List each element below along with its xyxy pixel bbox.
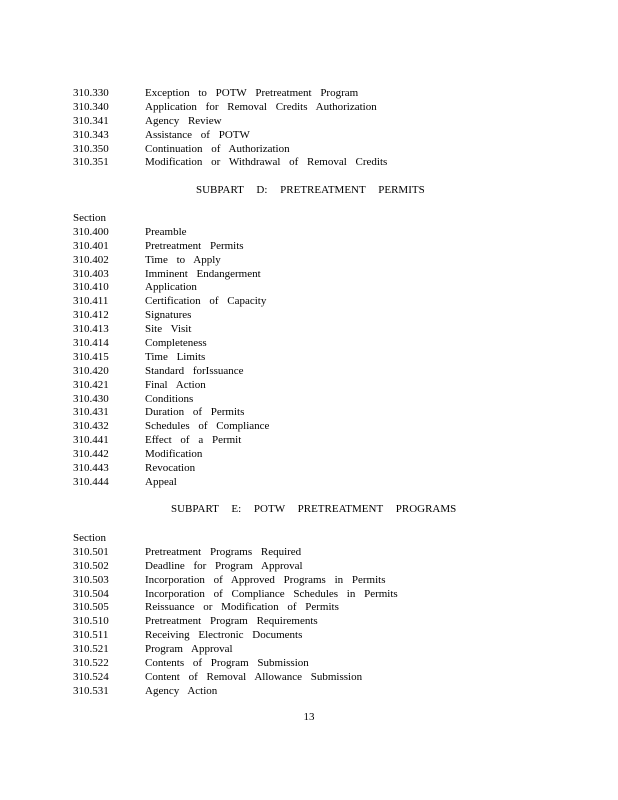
- toc-entry: [73, 337, 573, 351]
- section-number: 310.421: [73, 378, 109, 391]
- toc-entry: [73, 560, 573, 574]
- section-title: Standard forIssuance: [145, 364, 244, 377]
- section-number: 310.420: [73, 364, 109, 377]
- toc-entry: [73, 448, 573, 462]
- section-number: 310.430: [73, 392, 109, 405]
- section-title: Modification or Withdrawal of Removal Credits: [145, 156, 388, 169]
- section-title: Incorporation of Compliance Schedules in Permits: [145, 587, 398, 600]
- section-number: 310.502: [73, 559, 109, 572]
- section-title: Duration of Permits: [145, 406, 245, 419]
- toc-entry: [73, 295, 573, 309]
- section-title: Receiving Electronic Documents: [145, 629, 303, 642]
- section-title: Application: [145, 281, 197, 294]
- toc-entry: [73, 156, 573, 170]
- section-title: Time Limits: [145, 350, 206, 363]
- section-number: 310.401: [73, 239, 109, 252]
- subpart-e-heading: SUBPART E: POTW PRETREATMENT PROGRAMS: [171, 503, 457, 515]
- section-number: 310.351: [73, 156, 109, 169]
- section-title: Certification of Capacity: [145, 295, 267, 308]
- section-number: 310.412: [73, 309, 109, 322]
- section-title: Modification: [145, 448, 203, 461]
- toc-entry: [73, 434, 573, 448]
- toc-entry: [73, 365, 573, 379]
- section-number: 310.510: [73, 615, 109, 628]
- section-title: Incorporation of Approved Programs in Permits: [145, 573, 386, 586]
- section-title: Pretreatment Programs Required: [145, 545, 302, 558]
- subpart-e-list: [73, 532, 573, 699]
- section-title: Schedules of Compliance: [145, 420, 270, 433]
- subpart-d-list: [73, 212, 573, 490]
- section-title: Conditions: [145, 392, 194, 405]
- section-number: 310.524: [73, 670, 109, 683]
- toc-entry: [73, 406, 573, 420]
- section-title: Appeal: [145, 475, 177, 488]
- section-number: 310.410: [73, 281, 109, 294]
- section-title: Effect of a Permit: [145, 434, 242, 447]
- toc-entry: [73, 351, 573, 365]
- section-title: Program Approval: [145, 643, 233, 656]
- toc-entry: [73, 226, 573, 240]
- section-number: 310.330: [73, 87, 109, 99]
- toc-entry: [73, 601, 573, 615]
- section-number: 310.414: [73, 337, 109, 350]
- toc-entry: [73, 143, 573, 157]
- toc-entry: [73, 462, 573, 476]
- toc-entry: [73, 588, 573, 602]
- toc-entry: [73, 476, 573, 490]
- toc-entry: [73, 309, 573, 323]
- section-number: 310.505: [73, 601, 109, 614]
- section-number: 310.522: [73, 657, 109, 670]
- toc-entry: [73, 254, 573, 268]
- section-title: Deadline for Program Approval: [145, 559, 303, 572]
- section-number: 310.350: [73, 142, 109, 155]
- section-title: Application for Removal Credits Authorization: [145, 100, 377, 113]
- toc-entry: [73, 629, 573, 643]
- section-title: Contents of Program Submission: [145, 657, 309, 670]
- section-title: Continuation of Authorization: [145, 142, 290, 155]
- section-number: 310.400: [73, 225, 109, 238]
- toc-entry: [73, 420, 573, 434]
- toc-entry: [73, 323, 573, 337]
- subpart-d-heading: SUBPART D: PRETREATMENT PERMITS: [196, 184, 425, 196]
- section-number: 310.343: [73, 128, 109, 141]
- section-number: 310.402: [73, 253, 109, 266]
- section-number: 310.444: [73, 475, 109, 488]
- toc-entry: [73, 87, 573, 101]
- section-title: Content of Removal Allowance Submission: [145, 670, 363, 683]
- section-title: Signatures: [145, 309, 192, 322]
- section-title: Imminent Endangerment: [145, 267, 261, 280]
- section-number: 310.521: [73, 643, 109, 656]
- toc-entry: [73, 657, 573, 671]
- section-title: Agency Review: [145, 114, 222, 127]
- page-number: 13: [303, 711, 315, 723]
- toc-entry: [73, 240, 573, 254]
- section-number: 310.511: [73, 629, 109, 642]
- section-number: 310.431: [73, 406, 109, 419]
- section-number: 310.415: [73, 350, 109, 363]
- section-title: Assistance of POTW: [145, 128, 250, 141]
- section-number: 310.413: [73, 323, 109, 336]
- toc-entry: [73, 101, 573, 115]
- section-title: Agency Action: [145, 684, 218, 697]
- section-number: 310.403: [73, 267, 109, 280]
- section-title: Reissuance or Modification of Permits: [145, 601, 339, 614]
- section-label: Section: [73, 532, 106, 544]
- section-number: 310.504: [73, 587, 109, 600]
- section-title: Pretreatment Program Requirements: [145, 615, 318, 628]
- section-number: 310.501: [73, 545, 109, 558]
- section-number: 310.503: [73, 573, 109, 586]
- toc-entry: [73, 379, 573, 393]
- section-number: 310.341: [73, 114, 109, 127]
- toc-entry: [73, 615, 573, 629]
- top-entries-list: [73, 87, 573, 170]
- section-number: 310.442: [73, 448, 109, 461]
- section-number: 310.441: [73, 434, 109, 447]
- section-number: 310.531: [73, 684, 109, 697]
- section-number: 310.411: [73, 295, 109, 308]
- toc-entry: [73, 268, 573, 282]
- section-title: Site Visit: [145, 323, 192, 336]
- toc-entry: [73, 129, 573, 143]
- section-number: 310.432: [73, 420, 109, 433]
- section-title: Revocation: [145, 462, 196, 475]
- section-title: Exception to POTW Pretreatment Program: [145, 87, 359, 99]
- toc-entry: [73, 685, 573, 699]
- toc-entry: [73, 574, 573, 588]
- section-label: Section: [73, 212, 106, 224]
- section-title: Time to Apply: [145, 253, 221, 266]
- toc-entry: [73, 115, 573, 129]
- section-title: Completeness: [145, 337, 207, 350]
- toc-entry: [73, 643, 573, 657]
- section-title: Final Action: [145, 378, 206, 391]
- section-title: Preamble: [145, 225, 187, 238]
- section-number: 310.443: [73, 462, 109, 475]
- toc-entry: [73, 546, 573, 560]
- toc-entry: [73, 281, 573, 295]
- toc-entry: [73, 671, 573, 685]
- section-title: Pretreatment Permits: [145, 239, 244, 252]
- toc-entry: [73, 393, 573, 407]
- section-number: 310.340: [73, 100, 109, 113]
